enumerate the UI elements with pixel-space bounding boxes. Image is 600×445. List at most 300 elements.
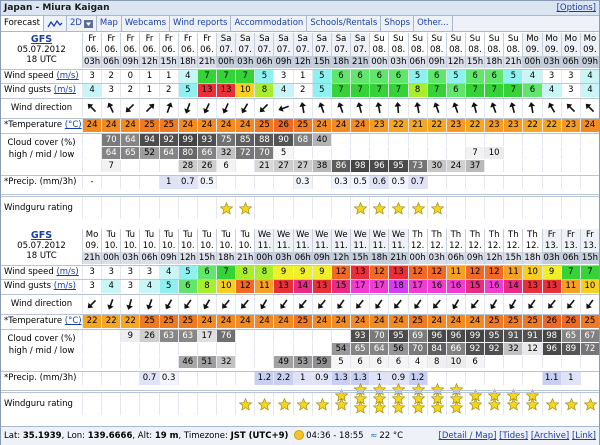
windguru-rating-cell: [82, 197, 101, 219]
tides-link[interactable]: [Tides]: [499, 431, 529, 441]
cloud-mid-cell: 84: [427, 343, 446, 355]
wind-speed-cell: 12: [408, 266, 427, 279]
temperature-unit-link[interactable]: (°C): [64, 316, 82, 326]
cloud-low-cell: 30: [427, 160, 446, 172]
cloud-low-cell: [580, 356, 599, 368]
wind-arrow-icon: [82, 99, 101, 117]
wind-gusts-cell: 16: [484, 280, 503, 293]
cloud-mid-cell: [101, 343, 120, 355]
wind-arrow-icon: [197, 295, 216, 313]
cloud-high-cell: 68: [293, 134, 312, 146]
temperature-cell: 24: [101, 119, 120, 132]
wind-speed-cell: 13: [388, 266, 407, 279]
tab-2d-label: 2D: [69, 18, 82, 28]
header-dates-cell: 07.: [254, 45, 273, 56]
wind-gusts-cell: 13: [197, 84, 216, 97]
header-hours-cell: 09h: [466, 253, 484, 263]
sunrise-sunset: 04:36 - 18:55: [306, 431, 364, 441]
header-hours-cell: 06h: [294, 253, 311, 263]
tab-map[interactable]: Map: [97, 16, 122, 31]
cloud-mid-cell: 12: [522, 343, 541, 355]
temperature-cell: 23: [561, 119, 580, 132]
wind-speed-cell: 6: [388, 70, 407, 83]
precipitation-cell: 1: [561, 372, 580, 385]
temperature-label: [1, 315, 82, 328]
header-hours-cell: 06h: [141, 253, 158, 263]
wind-arrow-icon: [427, 295, 446, 313]
header-dates-cell: 11.: [293, 241, 312, 252]
header-days-cell: Tu: [139, 229, 158, 241]
header-days-cell: Sa: [312, 33, 331, 45]
windguru-rating-cell: [465, 197, 484, 219]
wind-gusts-cell: 2: [293, 84, 312, 97]
row-separator: [1, 98, 599, 99]
wind-gusts-unit-link[interactable]: (m/s): [53, 85, 76, 95]
wind-arrow-icon: [503, 295, 522, 313]
wind-gusts-cell: 4: [101, 280, 120, 293]
detail-map-link[interactable]: [Detail / Map]: [438, 431, 497, 441]
windguru-rating-cell: [388, 197, 407, 219]
cloud-high-cell: 69: [408, 330, 427, 342]
tab-shops[interactable]: Shops: [381, 16, 414, 31]
header-dates-cell: 09.: [542, 45, 561, 56]
cloud-low-cell: 6: [350, 356, 369, 368]
cloud-low-cell: 86: [331, 160, 350, 172]
wind-speed-cell: 6: [350, 70, 369, 83]
temperature-unit-link[interactable]: (°C): [64, 120, 82, 130]
wind-arrow-icon: [254, 295, 273, 313]
wind-gusts-cell: 6: [522, 84, 541, 97]
cloud-low-cell: [522, 160, 541, 172]
precipitation-cell: [427, 176, 446, 189]
header-dates-cell: 07.: [312, 45, 331, 56]
temperature-cell: 24: [580, 119, 599, 132]
wind-speed-cell: 10: [522, 266, 541, 279]
wind-speed-cell: 3: [101, 266, 120, 279]
header-dates-cell: 08.: [465, 45, 484, 56]
temperature-cell: 23: [484, 119, 503, 132]
wind-gusts-cell: 4: [580, 84, 599, 97]
cloud-mid-cell: 92: [465, 343, 484, 355]
cloud-high-cell: 99: [178, 134, 197, 146]
model-name[interactable]: GFS: [30, 34, 53, 45]
wind-speed-label-text: Wind speed: [4, 71, 54, 81]
precipitation-label: [1, 176, 82, 189]
alt-label: Alt:: [137, 431, 153, 441]
header-days-cell: Sa: [254, 33, 273, 45]
row-separator: [1, 69, 599, 70]
temperature-cell: 25: [293, 119, 312, 132]
header-dates-cell: 10.: [139, 241, 158, 252]
precipitation-cell: 1: [159, 176, 178, 189]
header-hours-cell: 06h: [409, 57, 426, 67]
cloud-mid-cell: 70: [408, 343, 427, 355]
header-days-cell: Th: [465, 229, 484, 241]
wind-speed-cell: 3: [82, 70, 101, 83]
wind-speed-cell: 4: [178, 70, 197, 83]
windguru-rating-cell: [350, 393, 369, 415]
wind-arrow-icon: [139, 295, 158, 313]
cloud-mid-cell: [561, 147, 580, 159]
wind-gusts-cell: 2: [159, 84, 178, 97]
cloud-low-cell: 95: [388, 160, 407, 172]
wind-arrow-icon: [369, 99, 388, 117]
cloud-low-cell: 38: [312, 160, 331, 172]
header-days-cell: Fr: [101, 33, 120, 45]
cloud-low-cell: [561, 160, 580, 172]
wind-gusts-cell: 4: [542, 84, 561, 97]
archive-link[interactable]: [Archive]: [530, 431, 570, 441]
precipitation-cell: 1.3: [350, 372, 369, 385]
cloud-high-cell: [312, 330, 331, 342]
options-link[interactable]: [Options]: [556, 3, 596, 13]
cloud-high-cell: 91: [503, 330, 522, 342]
rating-star-icon: [565, 398, 578, 411]
cloud-low-cell: 10: [446, 356, 465, 368]
lat-value: 35.1939: [22, 431, 62, 441]
lat-label: Lat:: [4, 431, 21, 441]
cloud-mid-cell: 80: [178, 147, 197, 159]
cloud-high-cell: [465, 134, 484, 146]
precipitation-label-text: *Precip. (mm/3h): [4, 373, 77, 383]
precipitation-cell: 0.5: [350, 176, 369, 189]
cloud-low-cell: [120, 356, 139, 368]
wind-gusts-cell: 13: [542, 280, 561, 293]
header-dates-cell: 11.: [312, 241, 331, 252]
wind-arrow-icon: [561, 295, 580, 313]
windguru-rating-cell: [178, 197, 197, 219]
cloud-mid-cell: [312, 343, 331, 355]
header-hours-cell: 12h: [486, 253, 503, 263]
cloud-cover-title: Cloud cover (%): [7, 138, 76, 148]
cloud-low-cell: [484, 160, 503, 172]
windguru-rating-cell: [446, 197, 465, 219]
temperature-cell: 22: [101, 315, 120, 328]
cloud-high-cell: [408, 134, 427, 146]
wind-gusts-cell: 13: [312, 280, 331, 293]
wind-gusts-cell: 11: [561, 280, 580, 293]
wind-speed-cell: 5: [503, 70, 522, 83]
header-dates-cell: 09.: [580, 45, 599, 56]
wind-speed-cell: 12: [369, 266, 388, 279]
row-separator: [1, 265, 599, 266]
header-days-cell: Mo: [522, 33, 541, 45]
header-days-cell: Su: [484, 33, 503, 45]
rating-star-icon: [488, 398, 501, 411]
permalink-link[interactable]: [Link]: [571, 431, 596, 441]
temperature-cell: 25: [408, 315, 427, 328]
wind-arrow-icon: [216, 99, 235, 117]
tab-other[interactable]: Other...: [414, 16, 452, 31]
wind-arrow-icon: [293, 99, 312, 117]
cloud-mid-cell: 32: [216, 147, 235, 159]
precipitation-cell: -: [82, 176, 101, 189]
header-dates-cell: 09.: [561, 45, 580, 56]
cloud-high-cell: 92: [159, 134, 178, 146]
cloud-low-cell: 4: [408, 356, 427, 368]
wind-gusts-label-text: Wind gusts: [4, 281, 52, 291]
windguru-rating-label: [1, 197, 82, 219]
cloud-mid-cell: [542, 147, 561, 159]
temperature-cell: 22: [120, 315, 139, 328]
precipitation-cell: [197, 372, 216, 385]
cloud-low-cell: [82, 160, 101, 172]
temperature-cell: 24: [235, 315, 254, 328]
header-hours-cell: 21h: [83, 253, 101, 263]
cloud-low-cell: 27: [293, 160, 312, 172]
wind-speed-label: [1, 70, 82, 83]
precipitation-cell: [235, 372, 254, 385]
wind-speed-unit-link[interactable]: (m/s): [56, 267, 79, 277]
rating-star-icon: [431, 202, 444, 215]
precipitation-cell: 0.7: [139, 372, 158, 385]
windguru-rating-cell: [178, 393, 197, 415]
cloud-low-cell: [580, 160, 599, 172]
windguru-rating-cell: [139, 197, 158, 219]
header-dates-cell: 07.: [331, 45, 350, 56]
cloud-high-cell: 65: [561, 330, 580, 342]
header-hours-cell: 15h: [352, 253, 369, 263]
wind-speed-cell: 9: [273, 266, 292, 279]
cloud-high-cell: [542, 134, 561, 146]
window-title: [1, 1, 599, 16]
rating-star-icon: [220, 202, 233, 215]
cloud-low-cell: 28: [178, 160, 197, 172]
header-dates-cell: 08.: [503, 45, 522, 56]
header-dates-cell: 12.: [522, 241, 541, 252]
header-days-cell: Tu: [235, 229, 254, 241]
wind-gusts-cell: 7: [388, 84, 407, 97]
wind-gusts-cell: 2: [120, 84, 139, 97]
cloud-high-cell: 75: [216, 134, 235, 146]
header-days-cell: Tu: [178, 229, 197, 241]
cloud-high-cell: 63: [159, 330, 178, 342]
windguru-rating-cell: [273, 197, 292, 219]
wind-speed-label-text: Wind speed: [4, 267, 54, 277]
wind-speed-cell: 6: [331, 70, 350, 83]
tz-label: Timezone:: [183, 431, 228, 441]
wind-arrow-icon: [465, 99, 484, 117]
wind-gusts-cell: 3: [82, 280, 101, 293]
cloud-low-cell: [120, 160, 139, 172]
cloud-low-cell: [82, 356, 101, 368]
header-dates-cell: 10.: [101, 241, 120, 252]
wind-speed-cell: 4: [159, 266, 178, 279]
tab-webcams[interactable]: Webcams: [122, 16, 170, 31]
precipitation-cell: 0.3: [159, 372, 178, 385]
wind-arrow-icon: [542, 99, 561, 117]
precipitation-cell: 2.2: [273, 372, 292, 385]
temperature-cell: 24: [82, 119, 101, 132]
wind-gusts-cell: 5: [178, 84, 197, 97]
wind-gusts-cell: 6: [446, 84, 465, 97]
header-hours-cell: 18h: [524, 253, 541, 263]
header-days-cell: Su: [446, 33, 465, 45]
tab-accommodation[interactable]: Accommodation: [231, 16, 307, 31]
precipitation-cell: [273, 176, 292, 189]
wind-gusts-cell: 10: [235, 84, 254, 97]
windguru-rating-cell: [254, 393, 273, 415]
header-days-cell: We: [350, 229, 369, 241]
temperature-cell: 24: [178, 119, 197, 132]
tab-graph[interactable]: [44, 16, 67, 31]
windguru-rating-cell: [312, 393, 331, 415]
header-dates-cell: 11.: [369, 241, 388, 252]
tab-forecast[interactable]: Forecast: [1, 16, 44, 31]
wind-gusts-cell: 15: [465, 280, 484, 293]
wind-speed-cell: 11: [446, 266, 465, 279]
header-dates-cell: 12.: [484, 241, 503, 252]
rating-star-icon: [392, 401, 405, 414]
cloud-mid-cell: [273, 343, 292, 355]
temperature-cell: 24: [273, 315, 292, 328]
header-hours-cell: 06h: [103, 57, 120, 67]
wind-speed-unit-link[interactable]: (m/s): [56, 71, 79, 81]
model-date: 05.07.2012: [17, 241, 66, 251]
wind-arrow-icon: [446, 295, 465, 313]
rating-star-icon: [584, 398, 597, 411]
windguru-rating-cell: [522, 197, 541, 219]
wind-gusts-label: [1, 280, 82, 293]
windguru-rating-cell: [254, 197, 273, 219]
header-hours-cell: 06h: [562, 253, 579, 263]
temperature-cell: 22: [82, 315, 101, 328]
precipitation-cell: [561, 176, 580, 189]
wind-direction-label-text: Wind direction: [10, 299, 73, 309]
header-dates-cell: 06.: [159, 45, 178, 56]
precipitation-cell: 0.3: [293, 176, 312, 189]
cloud-high-cell: 70: [101, 134, 120, 146]
row-separator: [1, 83, 599, 84]
row-separator: [1, 133, 599, 134]
forecast-table-1: [1, 33, 599, 226]
header-dates-cell: 07.: [350, 45, 369, 56]
wind-gusts-cell: 13: [216, 84, 235, 97]
temperature-cell: 23: [369, 119, 388, 132]
cloud-high-cell: [388, 134, 407, 146]
header-dates-cell: 11.: [331, 241, 350, 252]
wind-speed-cell: 4: [580, 70, 599, 83]
cloud-high-cell: 26: [139, 330, 158, 342]
wind-gusts-cell: 17: [369, 280, 388, 293]
header-dates-cell: 08.: [484, 45, 503, 56]
cloud-low-cell: [484, 356, 503, 368]
cloud-mid-cell: [446, 147, 465, 159]
spot-info-bar: Lat: 35.1939, Lon: 139.6666, Alt: 19 m, Timezone: JST (UTC+9) 04:36 - 18:55 ≈ 22 °C [Detail / Map] [Tides] [Archive] [Link]: [1, 426, 599, 445]
header-hours-cell: 03h: [390, 57, 407, 67]
temperature-cell: 24: [312, 315, 331, 328]
header-hours-cell: 00h: [103, 253, 120, 263]
temperature-cell: 25: [580, 315, 599, 328]
wind-gusts-cell: 12: [235, 280, 254, 293]
header-dates-cell: 06.: [82, 45, 101, 56]
wind-arrow-icon: [235, 99, 254, 117]
wind-speed-cell: 7: [216, 70, 235, 83]
cloud-low-cell: [503, 160, 522, 172]
cloud-high-cell: 67: [580, 330, 599, 342]
row-separator: [1, 371, 599, 372]
rating-star-icon: [316, 398, 329, 411]
temperature-cell: 24: [388, 315, 407, 328]
cloud-high-cell: [82, 330, 101, 342]
row-separator: [1, 314, 599, 315]
wind-gusts-cell: 7: [331, 84, 350, 97]
cloud-low-cell: [235, 356, 254, 368]
cloud-high-cell: 96: [427, 330, 446, 342]
precipitation-cell: 1: [369, 372, 388, 385]
header-hours-cell: 09h: [313, 253, 330, 263]
model-date: 05.07.2012: [17, 45, 66, 55]
wind-gusts-cell: 6: [178, 280, 197, 293]
wind-speed-cell: 8: [254, 266, 273, 279]
header-days-cell: Fr: [178, 33, 197, 45]
header-days-cell: Fr: [580, 229, 599, 241]
tab-wind-reports[interactable]: Wind reports: [170, 16, 231, 31]
wind-arrow-icon: [159, 295, 178, 313]
wind-speed-cell: 5: [312, 70, 331, 83]
header-hours-cell: 06h: [562, 57, 579, 67]
tab-2d[interactable]: [67, 16, 97, 31]
temperature-cell: 23: [503, 119, 522, 132]
wind-speed-cell: 11: [503, 266, 522, 279]
header-days-cell: Tu: [101, 229, 120, 241]
tab-schools-rentals[interactable]: Schools/Rentals: [307, 16, 381, 31]
cloud-high-cell: [580, 134, 599, 146]
temperature-cell: 25: [484, 315, 503, 328]
cloud-mid-cell: 65: [120, 147, 139, 159]
cloud-high-cell: [484, 134, 503, 146]
header-hours-cell: 15h: [313, 57, 330, 67]
rating-star-icon: [412, 202, 425, 215]
wind-gusts-cell: 4: [273, 84, 292, 97]
header-hours-cell: 15h: [581, 253, 599, 263]
cloud-mid-cell: 72: [580, 343, 599, 355]
windguru-rating-cell: [293, 393, 312, 415]
wind-gusts-unit-link[interactable]: (m/s): [53, 281, 76, 291]
temperature-cell: 25: [159, 315, 178, 328]
model-name[interactable]: GFS: [30, 230, 53, 241]
header-hours-cell: 06h: [447, 253, 464, 263]
cloud-high-cell: 85: [235, 134, 254, 146]
cloud-mid-cell: [331, 147, 350, 159]
windguru-rating-cell: [82, 393, 101, 415]
water-temp: 22 °C: [379, 431, 404, 441]
cloud-high-cell: 96: [446, 330, 465, 342]
wind-gusts-cell: 17: [350, 280, 369, 293]
header-days-cell: Su: [465, 33, 484, 45]
rating-star-icon: [373, 401, 386, 414]
wind-speed-cell: 13: [350, 266, 369, 279]
cloud-low-cell: 26: [197, 160, 216, 172]
wind-arrow-icon: [235, 295, 254, 313]
header-hours-cell: 03h: [83, 57, 101, 67]
rating-star-icon: [239, 398, 252, 411]
cloud-mid-cell: 66: [446, 343, 465, 355]
header-dates-cell: 07.: [273, 45, 292, 56]
header-hours-cell: 21h: [390, 253, 407, 263]
wind-speed-cell: 6: [197, 266, 216, 279]
windguru-rating-cell: [350, 197, 369, 219]
precipitation-cell: 1.2: [408, 372, 427, 385]
temperature-cell: 24: [216, 119, 235, 132]
spot-title: Japan - Miura Kaigan: [4, 3, 110, 13]
header-days-cell: Su: [408, 33, 427, 45]
header-days-cell: Sa: [293, 33, 312, 45]
cloud-cover-label: [1, 137, 82, 163]
header-hours-cell: 12h: [447, 57, 464, 67]
windguru-rating-cell: [235, 197, 254, 219]
header-dates-cell: 06.: [139, 45, 158, 56]
